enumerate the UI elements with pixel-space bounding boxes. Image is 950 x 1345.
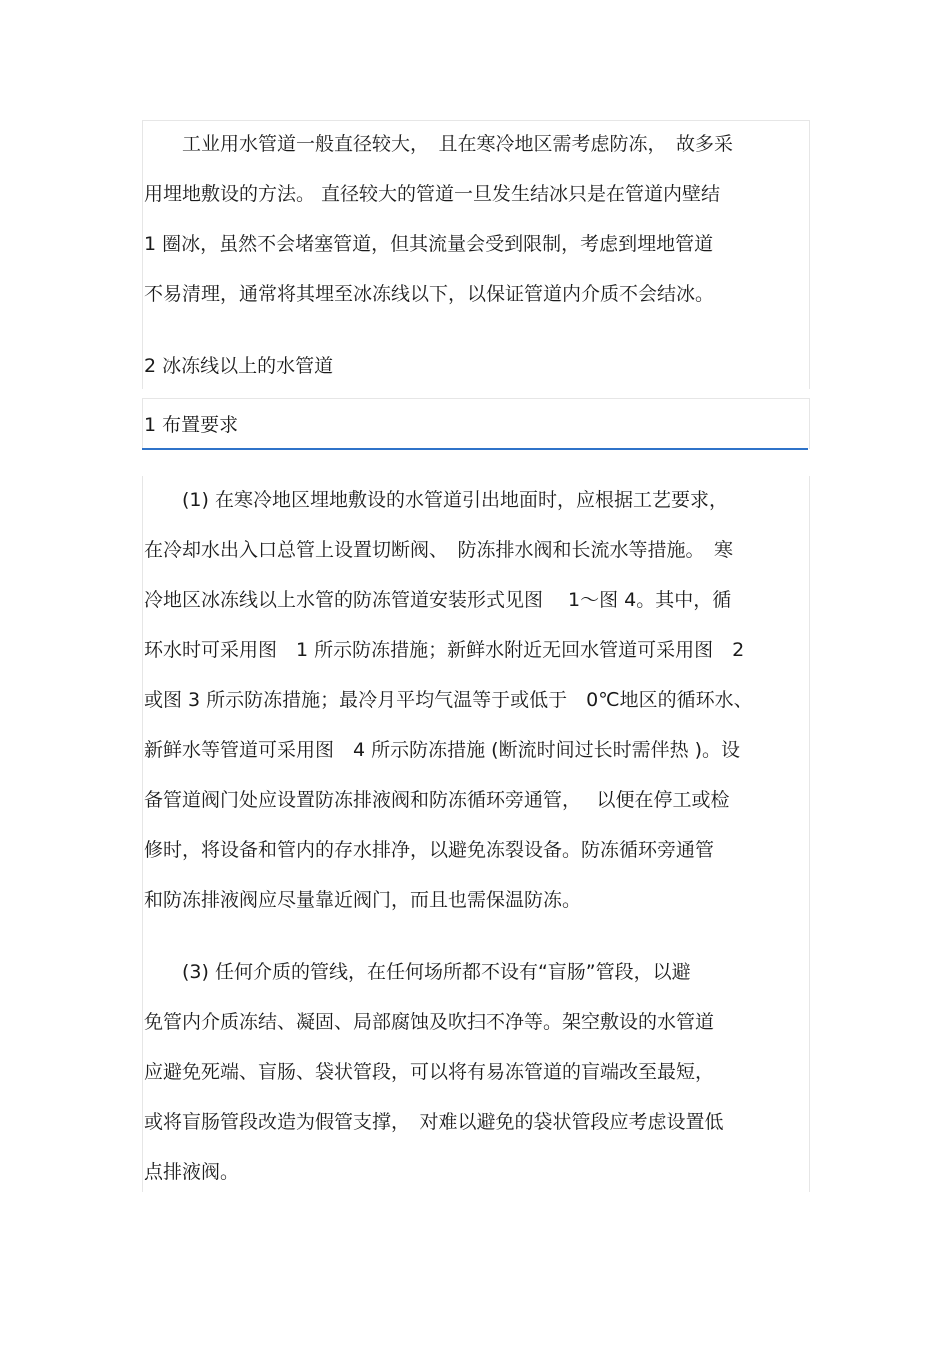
- paragraph-line: 或图 3 所示防冻措施；最冷月平均气温等于或低于 0℃地区的循环水、: [144, 689, 753, 711]
- intro-line: 工业用水管道一般直径较大， 且在寒冷地区需考虑防冻， 故多采: [144, 133, 734, 155]
- paragraph-line: 免管内介质冻结、凝固、局部腐蚀及吹扫不净等。架空敷设的水管道: [144, 1011, 715, 1033]
- subsection-heading: 1 布置要求: [144, 414, 239, 436]
- heading-underline: [142, 448, 808, 450]
- paragraph-line: 应避免死端、盲肠、袋状管段，可以将有易冻管道的盲端改至最短，: [144, 1061, 715, 1083]
- paragraph-line: 环水时可采用图 1 所示防冻措施；新鲜水附近无回水管道可采用图 2: [144, 639, 745, 661]
- paragraph-line: (3) 任何介质的管线，在任何场所都不设有“盲肠”管段，以避: [144, 961, 691, 983]
- paragraph-line: 和防冻排液阀应尽量靠近阀门，而且也需保温防冻。: [144, 889, 582, 911]
- intro-line: 用埋地敷设的方法。 直径较大的管道一旦发生结冰只是在管道内壁结: [144, 183, 721, 205]
- paragraph-line: (1) 在寒冷地区埋地敷设的水管道引出地面时，应根据工艺要求，: [144, 489, 728, 511]
- paragraph-line: 点排液阀。: [144, 1161, 240, 1183]
- section-heading: 2 冰冻线以上的水管道: [144, 355, 334, 377]
- paragraph-line: 新鲜水等管道可采用图 4 所示防冻措施 (断流时间过长时需伴热 )。设: [144, 739, 741, 761]
- paragraph-line: 备管道阀门处应设置防冻排液阀和防冻循环旁通管， 以便在停工或检: [144, 789, 730, 811]
- body-frame: [142, 476, 810, 1192]
- paragraph-line: 或将盲肠管段改造为假管支撑， 对难以避免的袋状管段应考虑设置低: [144, 1111, 724, 1133]
- paragraph-line: 冷地区冰冻线以上水管的防冻管道安装形式见图 1～图 4。其中，循: [144, 589, 732, 611]
- paragraph-line: 修时，将设备和管内的存水排净，以避免冻裂设备。防冻循环旁通管: [144, 839, 715, 861]
- intro-line: 1 圈冰，虽然不会堵塞管道，但其流量会受到限制，考虑到埋地管道: [144, 233, 714, 255]
- subsection-frame: [142, 398, 810, 449]
- intro-line: 不易清理，通常将其埋至冰冻线以下，以保证管道内介质不会结冰。: [144, 283, 715, 305]
- paragraph-line: 在冷却水出入口总管上设置切断阀、 防冻排水阀和长流水等措施。 寒: [144, 539, 734, 561]
